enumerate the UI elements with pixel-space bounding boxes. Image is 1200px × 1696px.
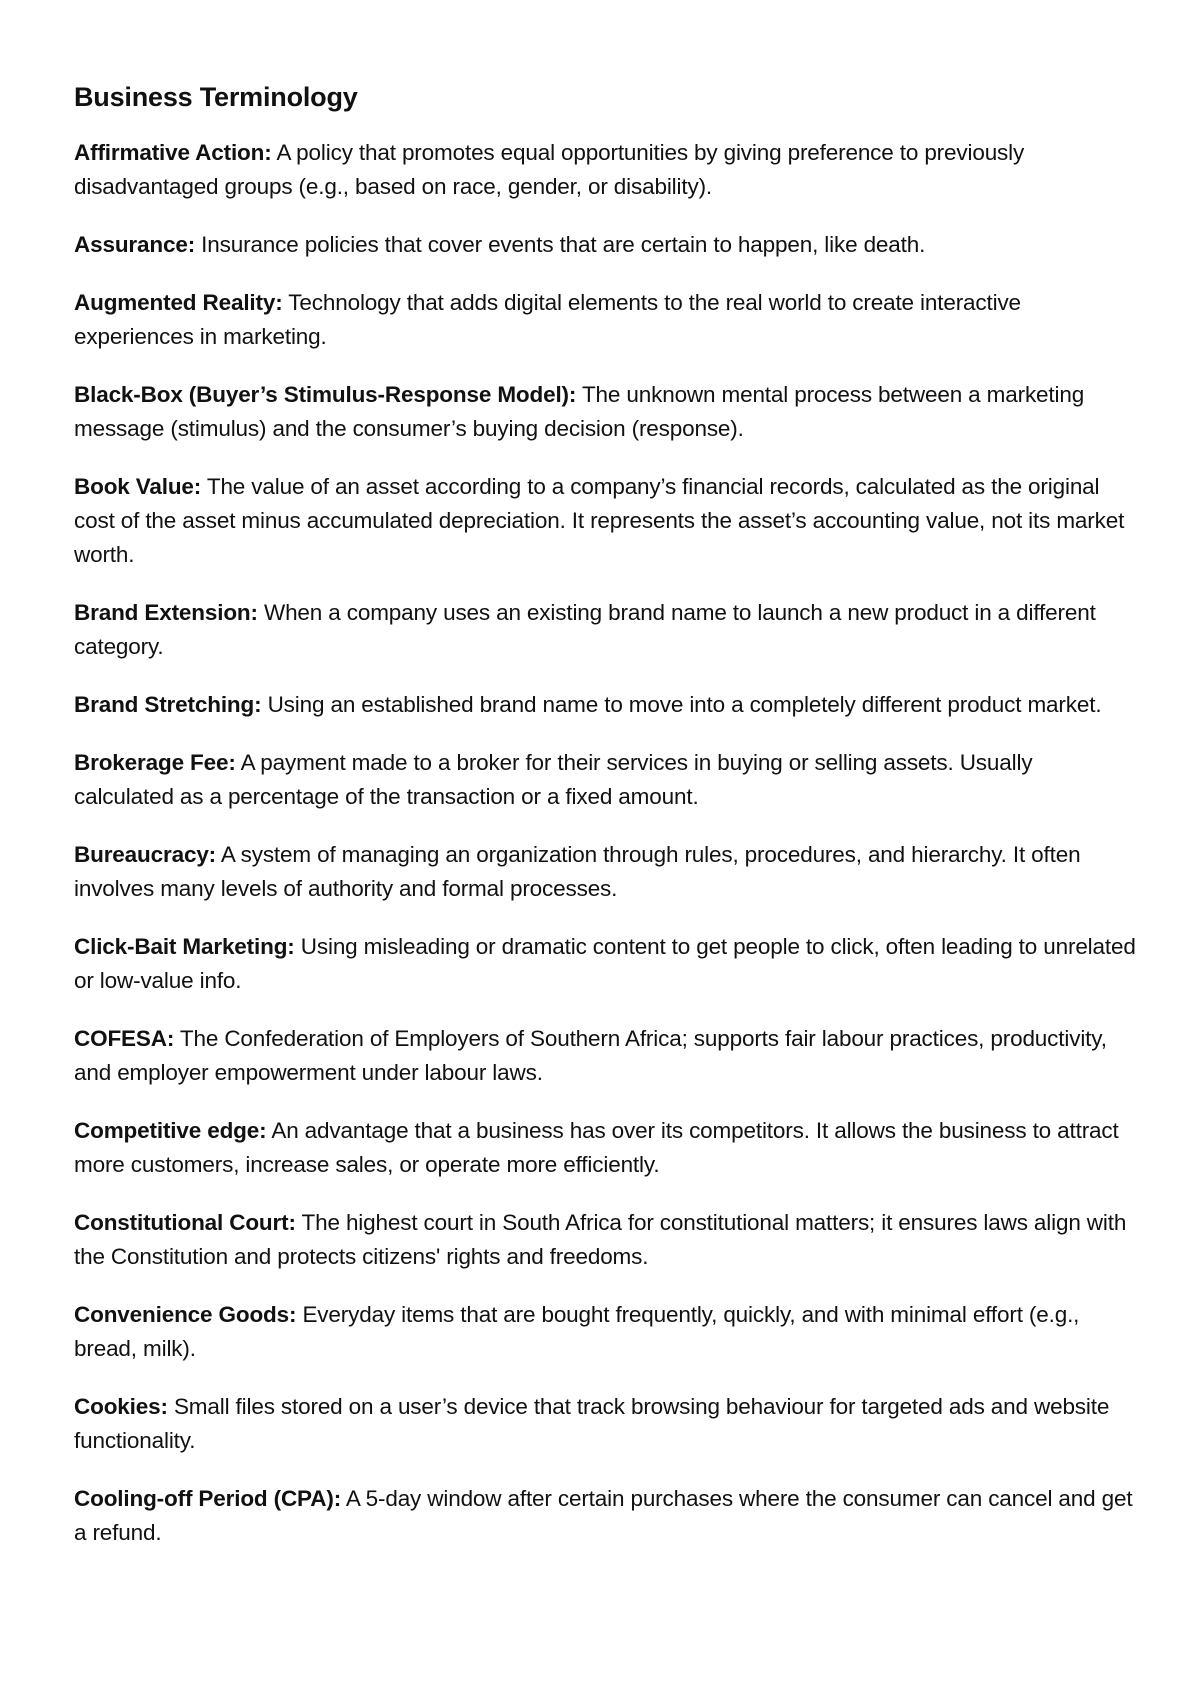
entry-cofesa — [74, 1022, 1138, 1090]
entry-cooling-off-period — [74, 1482, 1138, 1550]
definition: A 5-day window after certain purchases where the consumer can cancel and get a refund. — [74, 1486, 1133, 1545]
term: Competitive edge: — [74, 1118, 267, 1143]
term: Convenience Goods: — [74, 1302, 297, 1327]
entry-augmented-reality — [74, 286, 1138, 354]
entry-brand-extension — [74, 596, 1138, 664]
term: Bureaucracy: — [74, 842, 217, 867]
entry-brand-stretching — [74, 688, 1138, 722]
definition: The highest court in South Africa for constitutional matters; it ensures laws align with the Constitution and protects citizens' rights and freedoms. — [74, 1210, 1127, 1269]
term: Book Value: — [74, 474, 202, 499]
entry-assurance — [74, 228, 1138, 262]
definition: The unknown mental process between a marketing message (stimulus) and the consumer’s buying decision (response). — [74, 382, 1085, 441]
definition: A policy that promotes equal opportunities by giving preference to previously disadvantaged groups (e.g., based on race, gender, or disability). — [74, 140, 1025, 199]
term: Brand Extension: — [74, 600, 258, 625]
entry-competitive-edge — [74, 1114, 1138, 1182]
term: Black-Box (Buyer’s Stimulus-Response Model): — [74, 382, 577, 407]
definition: A system of managing an organization through rules, procedures, and hierarchy. It often involves many levels of authority and formal processes. — [74, 842, 1081, 901]
definition: A payment made to a broker for their services in buying or selling assets. Usually calculated as a percentage of the transaction or a fixed amount. — [74, 750, 1033, 809]
term: Cookies: — [74, 1394, 168, 1419]
entry-click-bait-marketing — [74, 930, 1138, 998]
entry-book-value — [74, 470, 1138, 572]
entry-constitutional-court — [74, 1206, 1138, 1274]
document-page — [74, 80, 1138, 1574]
entry-bureaucracy — [74, 838, 1138, 906]
definition: Small files stored on a user’s device that track browsing behaviour for targeted ads and website functionality. — [74, 1394, 1110, 1453]
definition: An advantage that a business has over its competitors. It allows the business to attract more customers, increase sales, or operate more efficiently. — [74, 1118, 1119, 1177]
definition: When a company uses an existing brand name to launch a new product in a different category. — [74, 600, 1096, 659]
definition: The Confederation of Employers of Southern Africa; supports fair labour practices, productivity, and employer empowerment under labour laws. — [74, 1026, 1107, 1085]
definition: Insurance policies that cover events that are certain to happen, like death. — [201, 232, 926, 257]
term: Cooling-off Period (CPA): — [74, 1486, 342, 1511]
entry-brokerage-fee — [74, 746, 1138, 814]
term: Augmented Reality: — [74, 290, 283, 315]
term: Assurance: — [74, 232, 196, 257]
term: COFESA: — [74, 1026, 175, 1051]
entry-affirmative-action — [74, 136, 1138, 204]
entry-cookies — [74, 1390, 1138, 1458]
definition: Using misleading or dramatic content to get people to click, often leading to unrelated or low-value info. — [74, 934, 1136, 993]
entry-convenience-goods — [74, 1298, 1138, 1366]
term: Brokerage Fee: — [74, 750, 236, 775]
definition: Everyday items that are bought frequently, quickly, and with minimal effort (e.g., bread, milk). — [74, 1302, 1080, 1361]
term: Constitutional Court: — [74, 1210, 296, 1235]
definition: Using an established brand name to move into a completely different product market. — [267, 692, 1102, 717]
term: Click-Bait Marketing: — [74, 934, 295, 959]
page-title: Business Terminology — [74, 82, 358, 112]
term: Affirmative Action: — [74, 140, 272, 165]
entry-black-box — [74, 378, 1138, 446]
definition: Technology that adds digital elements to the real world to create interactive experiences in marketing. — [74, 290, 1021, 349]
definition: The value of an asset according to a company’s financial records, calculated as the original cost of the asset minus accumulated depreciation. It represents the asset’s accounting value, not its market worth. — [74, 474, 1125, 567]
term: Brand Stretching: — [74, 692, 262, 717]
